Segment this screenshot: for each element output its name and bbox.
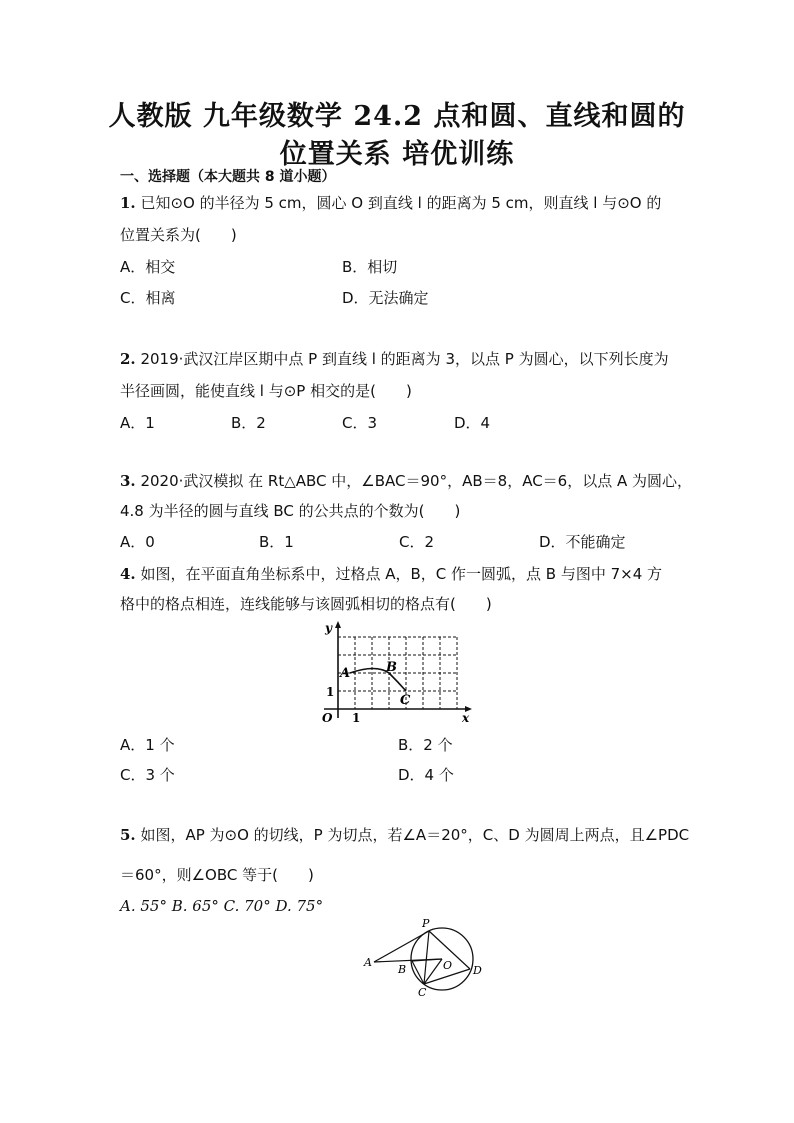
line-oc <box>424 959 442 984</box>
question-text: 如图，在平面直角坐标系中，过格点 A，B，C 作一圆弧，点 B 与图中 7×4 方 <box>140 565 663 583</box>
q1-option-a[interactable]: A．相交 <box>120 258 176 276</box>
question-text: 已知⊙O 的半径为 5 cm，圆心 O 到直线 l 的距离为 5 cm，则直线 l 与⊙O 的 <box>140 194 662 212</box>
question-3-line1 <box>120 470 692 491</box>
question-number: 2. <box>120 350 136 368</box>
q1-option-d[interactable]: D．无法确定 <box>342 289 429 307</box>
question-1-line1 <box>120 192 661 213</box>
label-x: x <box>462 711 470 725</box>
q4-option-d[interactable]: D．4 个 <box>398 766 454 784</box>
q4-option-b[interactable]: B．2 个 <box>398 736 453 754</box>
q1-option-b[interactable]: B．相切 <box>342 258 398 276</box>
label-p: P <box>422 917 430 930</box>
q2-option-d[interactable]: D．4 <box>454 414 491 432</box>
label-b: B <box>386 660 397 675</box>
q3-option-b[interactable]: B．1 <box>259 533 294 551</box>
q3-option-c[interactable]: C．2 <box>399 533 435 551</box>
page-title-line1: 人教版 九年级数学 24.2 点和圆、直线和圆的 <box>108 101 686 132</box>
tangent-ap <box>374 931 429 962</box>
page-title-line2: 位置关系 培优训练 <box>279 139 515 170</box>
label-c: C <box>418 986 427 999</box>
arc-abc <box>350 669 406 692</box>
question-2-line1 <box>120 348 669 369</box>
label-o: O <box>443 959 453 972</box>
question-5-line2: ＝60°，则∠OBC 等于( ) <box>120 866 314 884</box>
label-c: C <box>400 693 411 708</box>
q3-option-d[interactable]: D．不能确定 <box>539 533 626 551</box>
q2-option-c[interactable]: C．3 <box>342 414 378 432</box>
question-4-line2: 格中的格点相连，连线能够与该圆弧相切的格点有( ) <box>120 595 492 613</box>
question-number: 3. <box>120 472 136 490</box>
grid-lines <box>338 637 457 709</box>
question-number: 4. <box>120 565 136 583</box>
label-a: A <box>364 956 372 969</box>
q5-circle-figure <box>358 914 488 1000</box>
q2-option-a[interactable]: A．1 <box>120 414 155 432</box>
question-1-line2: 位置关系为( ) <box>120 226 237 244</box>
chord-pc <box>424 931 429 984</box>
question-text: 2019·武汉江岸区期中点 P 到直线 l 的距离为 3，以点 P 为圆心，以下列长度为 <box>140 350 669 368</box>
q1-option-c[interactable]: C．相离 <box>120 289 176 307</box>
q4-option-a[interactable]: A．1 个 <box>120 736 175 754</box>
question-text: 2020·武汉模拟 在 Rt△ABC 中，∠BAC＝90°，AB＝8，AC＝6，以点 A 为圆心， <box>140 472 693 490</box>
q5-options[interactable]: A. 55° B. 65° C. 70° D. 75° <box>120 897 324 915</box>
question-2-line2: 半径画圆，能使直线 l 与⊙P 相交的是( ) <box>120 382 412 400</box>
y-axis-arrow <box>335 621 341 628</box>
label-x-one: 1 <box>352 711 361 725</box>
q2-option-b[interactable]: B．2 <box>231 414 266 432</box>
label-d: D <box>473 964 482 977</box>
question-number: 1. <box>120 194 136 212</box>
label-origin: O <box>322 711 333 725</box>
label-b: B <box>398 963 407 976</box>
q3-option-a[interactable]: A．0 <box>120 533 155 551</box>
question-4-line1 <box>120 563 662 584</box>
question-3-line2: 4.8 为半径的圆与直线 BC 的公共点的个数为( ) <box>120 502 461 520</box>
label-y: y <box>325 621 332 635</box>
question-5-line1 <box>120 824 689 845</box>
question-number: 5. <box>120 826 136 844</box>
label-y-one: 1 <box>326 685 335 699</box>
section-heading: 一、选择题（本大题共 8 道小题） <box>120 169 336 185</box>
q4-grid-figure <box>316 618 476 726</box>
q4-option-c[interactable]: C．3 个 <box>120 766 175 784</box>
question-text: 如图，AP 为⊙O 的切线，P 为切点，若∠A＝20°，C、D 为圆周上两点，且∠PDC <box>140 826 690 844</box>
label-a: A <box>340 666 351 681</box>
